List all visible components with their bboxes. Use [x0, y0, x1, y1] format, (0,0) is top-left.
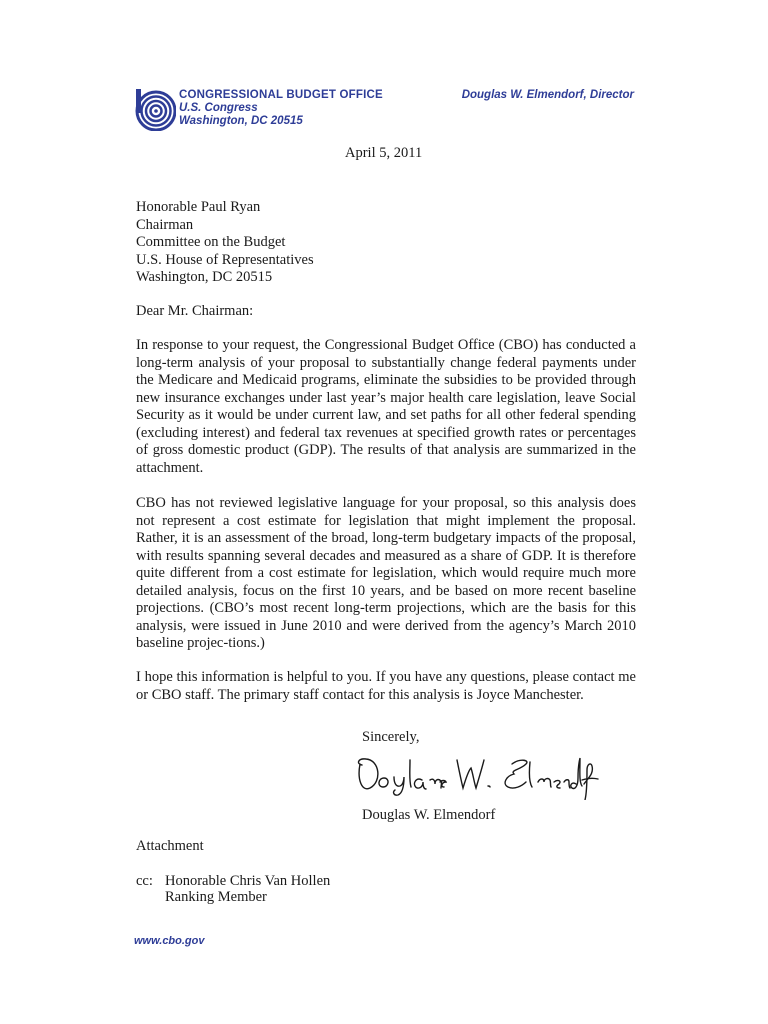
recipient-line: U.S. House of Representatives — [136, 251, 314, 268]
recipient-line: Committee on the Budget — [136, 234, 286, 250]
org-block — [179, 89, 383, 128]
recipient-line: Washington, DC 20515 — [136, 269, 273, 285]
org-line-2: U.S. Congress — [179, 102, 258, 114]
body-paragraph: CBO has not reviewed legislative language for your proposal, so this analysis does not represent a cost estimate for legislation that might implement the proposal. Rather, it is an assessment of the broad, long-term budgetary impacts of the proposal, with results spanning several decades and measured as a share of GDP. It is therefore quite different from a cost estimate for legislation, which would require much more detailed analysis, focus on the first 10 years, and be based on more recent baseline projections. (CBO’s most recent long-term projections, which are the basis for this analysis, were issued in June 2010 and were derived from the agency’s March 2010 baseline projec-tions.) — [136, 495, 636, 651]
cc-name: Honorable Chris Van Hollen — [165, 873, 331, 889]
recipient-address — [136, 199, 636, 287]
closing: Sincerely, — [362, 729, 420, 745]
director-name: Douglas W. Elmendorf, Director — [461, 89, 634, 101]
signer-name: Douglas W. Elmendorf — [362, 807, 496, 823]
cbo-seal-icon — [134, 89, 176, 131]
recipient-line: Honorable Paul Ryan — [136, 199, 261, 215]
handwritten-signature — [352, 750, 602, 800]
salutation: Dear Mr. Chairman: — [136, 303, 254, 319]
body-paragraph: I hope this information is helpful to you. If you have any questions, please contact me or CBO staff. The primary staff contact for this analysis is Joyce Manchester. — [136, 669, 636, 703]
cc-recipient — [165, 873, 330, 905]
cc-label: cc: — [136, 873, 153, 889]
body-paragraph: In response to your request, the Congressional Budget Office (CBO) has conducted a long-term analysis of your proposal to substantially change federal payments under the Medicare and Medicaid programs, eliminate the subsidies to be provided through new insurance exchanges under last year’s major health care legislation, leave Social Security as it would be under current law, and set paths for all other federal spending (excluding interest) and federal tax revenues at specified growth rates or percentages of gross domestic product (GDP). The results of that analysis are summarized in the attachment. — [136, 337, 636, 476]
footer-url[interactable]: www.cbo.gov — [134, 935, 205, 947]
attachment-note: Attachment — [136, 838, 204, 854]
org-name: CONGRESSIONAL BUDGET OFFICE — [179, 89, 383, 101]
org-line-3: Washington, DC 20515 — [179, 115, 303, 127]
recipient-line: Chairman — [136, 216, 194, 233]
letter-date: April 5, 2011 — [345, 145, 423, 161]
cc-title: Ranking Member — [165, 889, 267, 905]
